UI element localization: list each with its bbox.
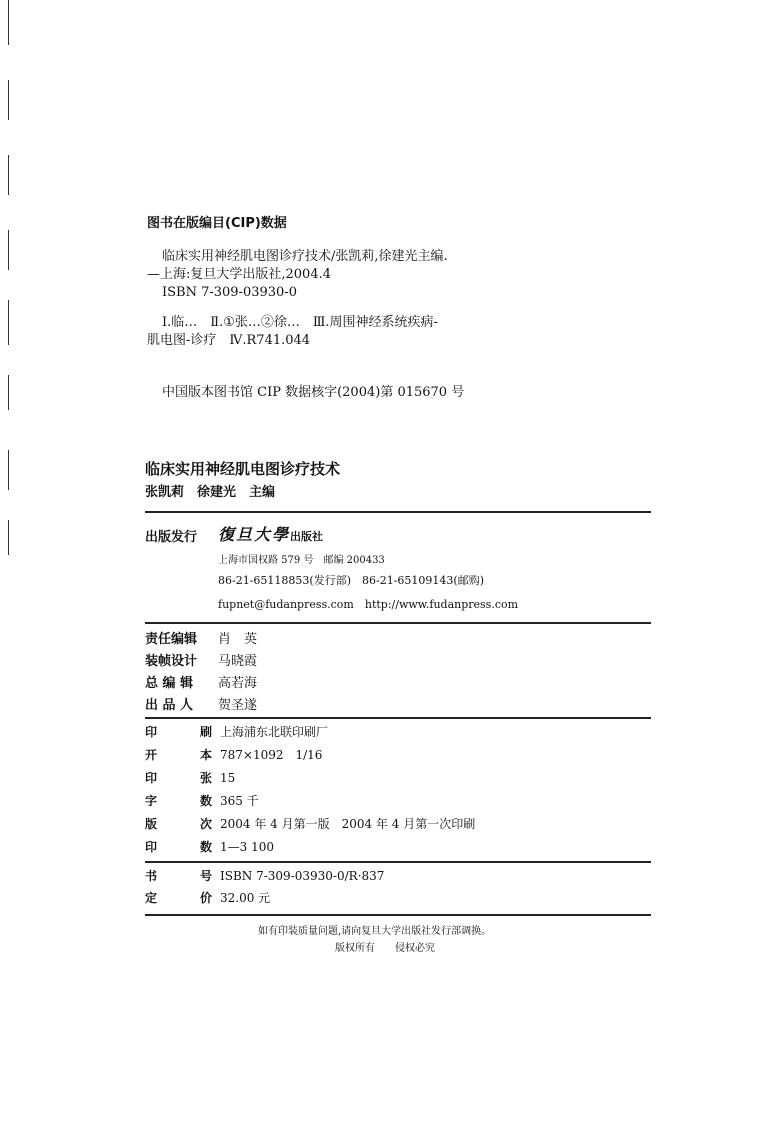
spec-value: 上海浦东北联印刷厂 — [220, 725, 329, 739]
book-number: ISBN 7-309-03930-0/R·837 — [220, 869, 385, 883]
spec-key: 数 — [200, 840, 213, 854]
divider — [145, 511, 651, 513]
publisher-logo-text: 復旦大學 — [218, 525, 291, 544]
cip-heading: 图书在版编目(CIP)数据 — [147, 216, 287, 231]
staff-role: 装帧设计 — [145, 654, 198, 669]
cip-record-number: 中国版本图书馆 CIP 数据核字(2004)第 015670 号 — [162, 385, 465, 400]
staff-row — [145, 628, 257, 647]
staff-role: 责任编辑 — [145, 632, 198, 647]
scan-edge-mark — [8, 375, 9, 410]
spec-value: 1—3 100 — [220, 840, 274, 854]
spec-key: 字 — [145, 794, 158, 808]
staff-role: 出 品 人 — [145, 698, 194, 713]
scan-edge-mark — [8, 155, 9, 195]
spec-row — [145, 770, 235, 786]
divider — [145, 717, 651, 719]
spec-key: 张 — [200, 771, 213, 785]
scan-edge-mark — [8, 520, 9, 555]
scan-edge-mark — [8, 300, 9, 345]
staff-row — [145, 650, 257, 669]
staff-row — [145, 672, 257, 691]
publisher-address: 上海市国权路 579 号 邮编 200433 — [218, 555, 385, 566]
publisher-label: 出版发行 — [145, 530, 198, 545]
spec-key: 定 — [145, 891, 158, 905]
scan-edge-mark — [8, 80, 9, 120]
isbn-row — [145, 868, 384, 884]
spec-key: 数 — [200, 794, 213, 808]
spec-key: 书 — [145, 869, 158, 883]
staff-name: 肖 英 — [218, 632, 258, 647]
spec-key: 本 — [200, 748, 213, 762]
staff-name: 贺圣遂 — [218, 698, 258, 713]
spec-row — [145, 816, 475, 832]
publisher-web: fupnet@fudanpress.com http://www.fudanpress.com — [218, 598, 519, 611]
divider — [145, 861, 651, 863]
cip-classification: Ⅰ.临… Ⅱ.①张…②徐… Ⅲ.周围神经系统疾病- — [162, 315, 438, 330]
spec-value: 365 千 — [220, 794, 259, 808]
spec-key: 印 — [145, 771, 158, 785]
spec-key: 刷 — [200, 725, 213, 739]
staff-row — [145, 694, 257, 713]
spec-row — [145, 793, 259, 809]
publisher-phone: 86-21-65118853(发行部) 86-21-65109143(邮购) — [218, 574, 484, 587]
publisher-logo — [218, 527, 323, 545]
cip-line: 临床实用神经肌电图诊疗技术/张凯莉,徐建光主编. — [162, 249, 448, 264]
divider — [145, 914, 651, 916]
price-row — [145, 890, 270, 906]
staff-name: 高若海 — [218, 676, 258, 691]
spec-key: 价 — [200, 891, 213, 905]
quality-notice: 如有印装质量问题,请向复旦大学出版社发行部调换。 — [258, 926, 492, 937]
copyright-notice: 版权所有 侵权必究 — [335, 943, 435, 954]
staff-role: 总 编 辑 — [145, 676, 194, 691]
publisher-name: 出版社 — [290, 530, 324, 543]
spec-row — [145, 747, 322, 763]
cip-classification: 肌电图-诊疗 Ⅳ.R741.044 — [147, 333, 311, 348]
scan-edge-mark — [8, 0, 9, 45]
spec-key: 次 — [200, 817, 213, 831]
spec-value: 2004 年 4 月第一版 2004 年 4 月第一次印刷 — [220, 817, 476, 831]
spec-value: 15 — [220, 771, 236, 785]
spec-key: 印 — [145, 725, 158, 739]
spec-row — [145, 724, 328, 740]
spec-row — [145, 839, 274, 855]
scan-edge-mark — [8, 230, 9, 270]
cip-isbn: ISBN 7-309-03930-0 — [162, 285, 297, 300]
staff-name: 马晓霞 — [218, 654, 258, 669]
divider — [145, 622, 651, 624]
book-authors: 张凯莉 徐建光 主编 — [145, 485, 276, 500]
book-title: 临床实用神经肌电图诊疗技术 — [145, 460, 341, 478]
spec-key: 版 — [145, 817, 158, 831]
spec-key: 号 — [200, 869, 213, 883]
spec-key: 开 — [145, 748, 158, 762]
price: 32.00 元 — [220, 891, 271, 905]
scan-edge-mark — [8, 450, 9, 490]
spec-key: 印 — [145, 840, 158, 854]
cip-line: —上海:复旦大学出版社,2004.4 — [147, 267, 331, 282]
spec-value: 787×1092 1/16 — [220, 748, 323, 762]
